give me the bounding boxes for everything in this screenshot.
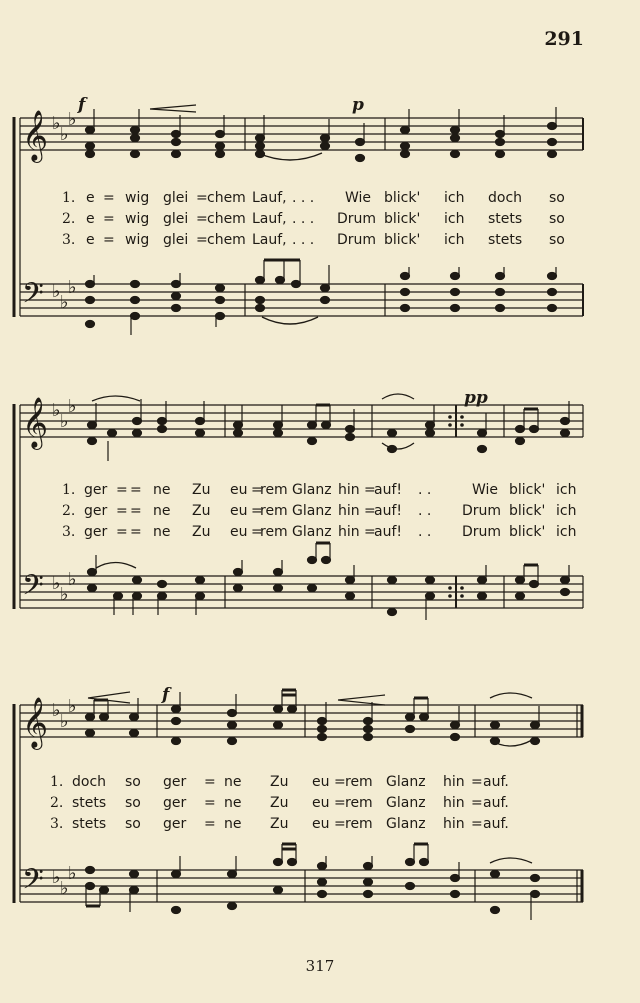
dynamic-f: f xyxy=(78,95,86,115)
verse-line-1: 1. doch so ger = ne Zu eu = rem Glanz hin = auf. xyxy=(50,774,509,790)
svg-text:♭: ♭ xyxy=(52,113,61,134)
verse-line-2: 2. e = wig glei = chem Lauf, . . . Drum blick' ich stets so xyxy=(62,211,565,227)
svg-text:♭: ♭ xyxy=(52,700,61,721)
svg-text:♭: ♭ xyxy=(60,124,69,145)
svg-text:𝄢: 𝄢 xyxy=(22,863,44,903)
footer-page-number: 317 xyxy=(305,957,335,975)
svg-text:♭: ♭ xyxy=(68,277,77,298)
svg-text:𝄞: 𝄞 xyxy=(22,397,49,448)
dynamic-pp: pp xyxy=(464,388,488,408)
verse-line-3: 3. stets so ger = ne Zu eu = rem Glanz hin = auf. xyxy=(50,816,509,832)
svg-text:𝄢: 𝄢 xyxy=(22,569,44,609)
verse-line-1: 1. ger = = ne Zu eu = rem Glanz hin = auf! . . Wie blick' ich xyxy=(62,482,577,498)
svg-text:♭: ♭ xyxy=(52,281,61,302)
dynamic-p: p xyxy=(352,95,364,115)
verse-line-2: 2. ger = = ne Zu eu = rem Glanz hin = auf! . . Drum blick' ich xyxy=(62,503,577,519)
verse-line-2: 2. stets so ger = ne Zu eu = rem Glanz hin = auf. xyxy=(50,795,509,811)
svg-text:♭: ♭ xyxy=(68,396,77,417)
dynamic-f: f xyxy=(162,685,170,705)
verse-line-3: 3. ger = = ne Zu eu = rem Glanz hin = auf! . . Drum blick' ich xyxy=(62,524,577,540)
svg-text:♭: ♭ xyxy=(68,569,77,590)
svg-text:♭: ♭ xyxy=(52,867,61,888)
music-system-1 xyxy=(0,95,640,335)
svg-text:𝄞: 𝄞 xyxy=(22,110,49,161)
page-number: 291 xyxy=(544,28,584,50)
verse-line-3: 3. e = wig glei = chem Lauf, . . . Drum blick' ich stets so xyxy=(62,232,565,248)
svg-text:♭: ♭ xyxy=(52,573,61,594)
music-system-3 xyxy=(0,680,640,940)
svg-text:♭: ♭ xyxy=(68,696,77,717)
svg-text:𝄞: 𝄞 xyxy=(22,697,49,748)
svg-text:♭: ♭ xyxy=(60,584,69,605)
svg-text:♭: ♭ xyxy=(60,711,69,732)
svg-text:♭: ♭ xyxy=(68,863,77,884)
music-system-2 xyxy=(0,385,640,645)
svg-text:♭: ♭ xyxy=(60,878,69,899)
svg-text:♭: ♭ xyxy=(60,292,69,313)
svg-text:♭: ♭ xyxy=(68,109,77,130)
svg-text:𝄢: 𝄢 xyxy=(22,277,44,317)
svg-text:♭: ♭ xyxy=(60,411,69,432)
verse-line-1: 1. e = wig glei = chem Lauf, . . . Wie blick' ich doch so xyxy=(62,190,565,206)
svg-text:♭: ♭ xyxy=(52,400,61,421)
